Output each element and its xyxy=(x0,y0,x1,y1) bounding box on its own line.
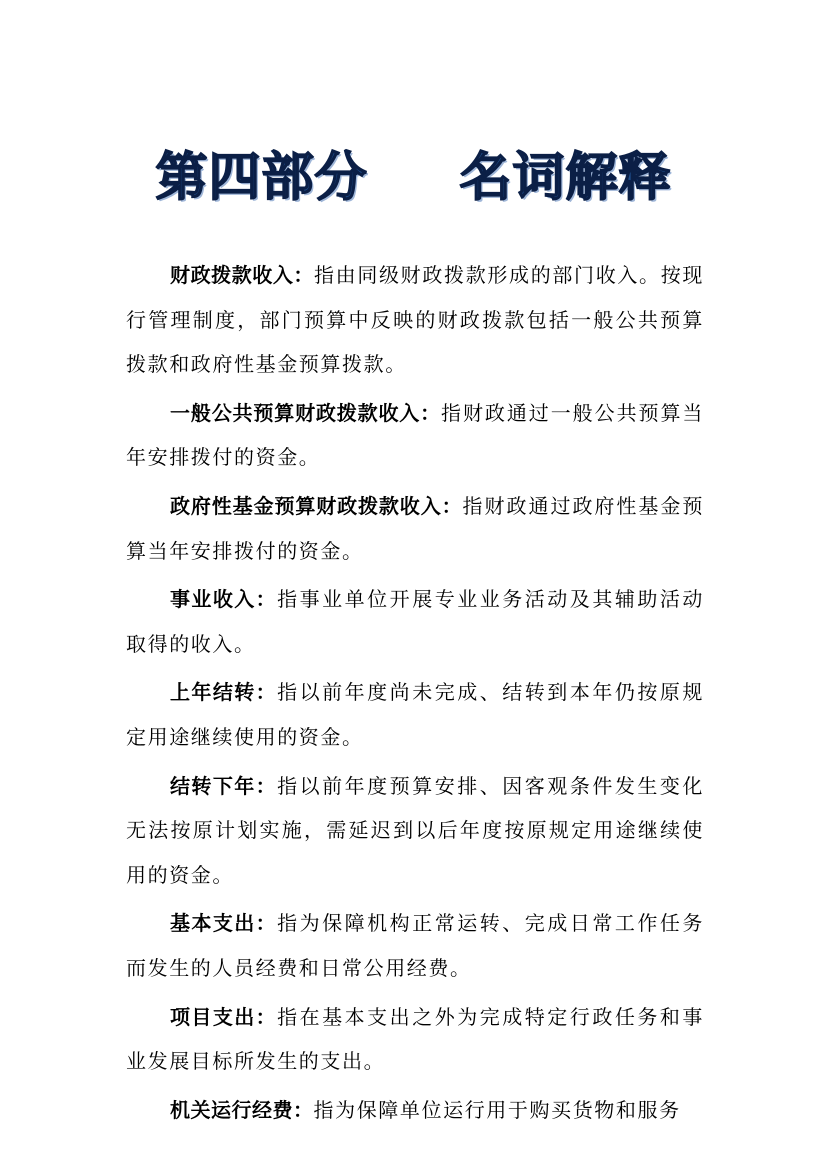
glossary-term: 基本支出： xyxy=(170,911,278,936)
section-title-part: 第四部分 xyxy=(155,148,368,208)
glossary-entry-prior-year-carryover xyxy=(126,670,704,759)
glossary-definition: 指财政通过政府性基金预算当年安排拨付的资金。 xyxy=(126,493,704,563)
glossary-entry-carryover-next-year xyxy=(126,764,704,898)
glossary-definition: 指在基本支出之外为完成特定行政任务和事业发展目标所发生的支出。 xyxy=(126,1004,705,1074)
glossary-entry-operating-funds xyxy=(126,1088,704,1133)
glossary-term: 财政拨款收入： xyxy=(170,263,314,287)
glossary-term: 政府性基金预算财政拨款收入： xyxy=(170,493,463,518)
section-title xyxy=(0,138,827,218)
glossary-body xyxy=(126,253,704,1136)
glossary-definition: 指为保障单位运行用于购买货物和服务 xyxy=(313,1097,681,1122)
glossary-definition: 指为保障机构正常运转、完成日常工作任务而发生的人员经费和日常公用经费。 xyxy=(126,911,705,980)
glossary-term: 上年结转： xyxy=(170,680,278,705)
glossary-definition: 指财政通过一般公共预算当年安排拨付的资金。 xyxy=(126,400,705,470)
glossary-term: 项目支出： xyxy=(170,1004,278,1029)
glossary-term: 一般公共预算财政拨款收入： xyxy=(170,400,441,425)
glossary-entry-project-expenditure xyxy=(126,995,704,1084)
glossary-entry-business-income xyxy=(126,577,704,666)
glossary-entry-fiscal-appropriation xyxy=(126,253,704,387)
glossary-definition: 指事业单位开展专业业务活动及其辅助活动取得的收入。 xyxy=(126,587,705,656)
glossary-term: 事业收入： xyxy=(170,587,278,612)
glossary-entry-government-fund-budget xyxy=(126,484,704,573)
glossary-definition: 指以前年度预算安排、因客观条件发生变化无法按原计划实施，需延迟到以后年度按原规定用途继续使用的资金。 xyxy=(126,773,705,887)
glossary-entry-basic-expenditure xyxy=(126,901,704,990)
glossary-term: 机关运行经费： xyxy=(170,1097,314,1122)
glossary-entry-general-public-budget xyxy=(126,391,704,480)
section-title-heading: 名词解释 xyxy=(459,148,672,208)
glossary-definition: 指由同级财政拨款形成的部门收入。按现行管理制度，部门预算中反映的财政拨款包括一般公共预算拨款和政府性基金预算拨款。 xyxy=(126,263,704,377)
glossary-definition: 指以前年度尚未完成、结转到本年仍按原规定用途继续使用的资金。 xyxy=(126,680,705,749)
glossary-term: 结转下年： xyxy=(170,773,278,798)
